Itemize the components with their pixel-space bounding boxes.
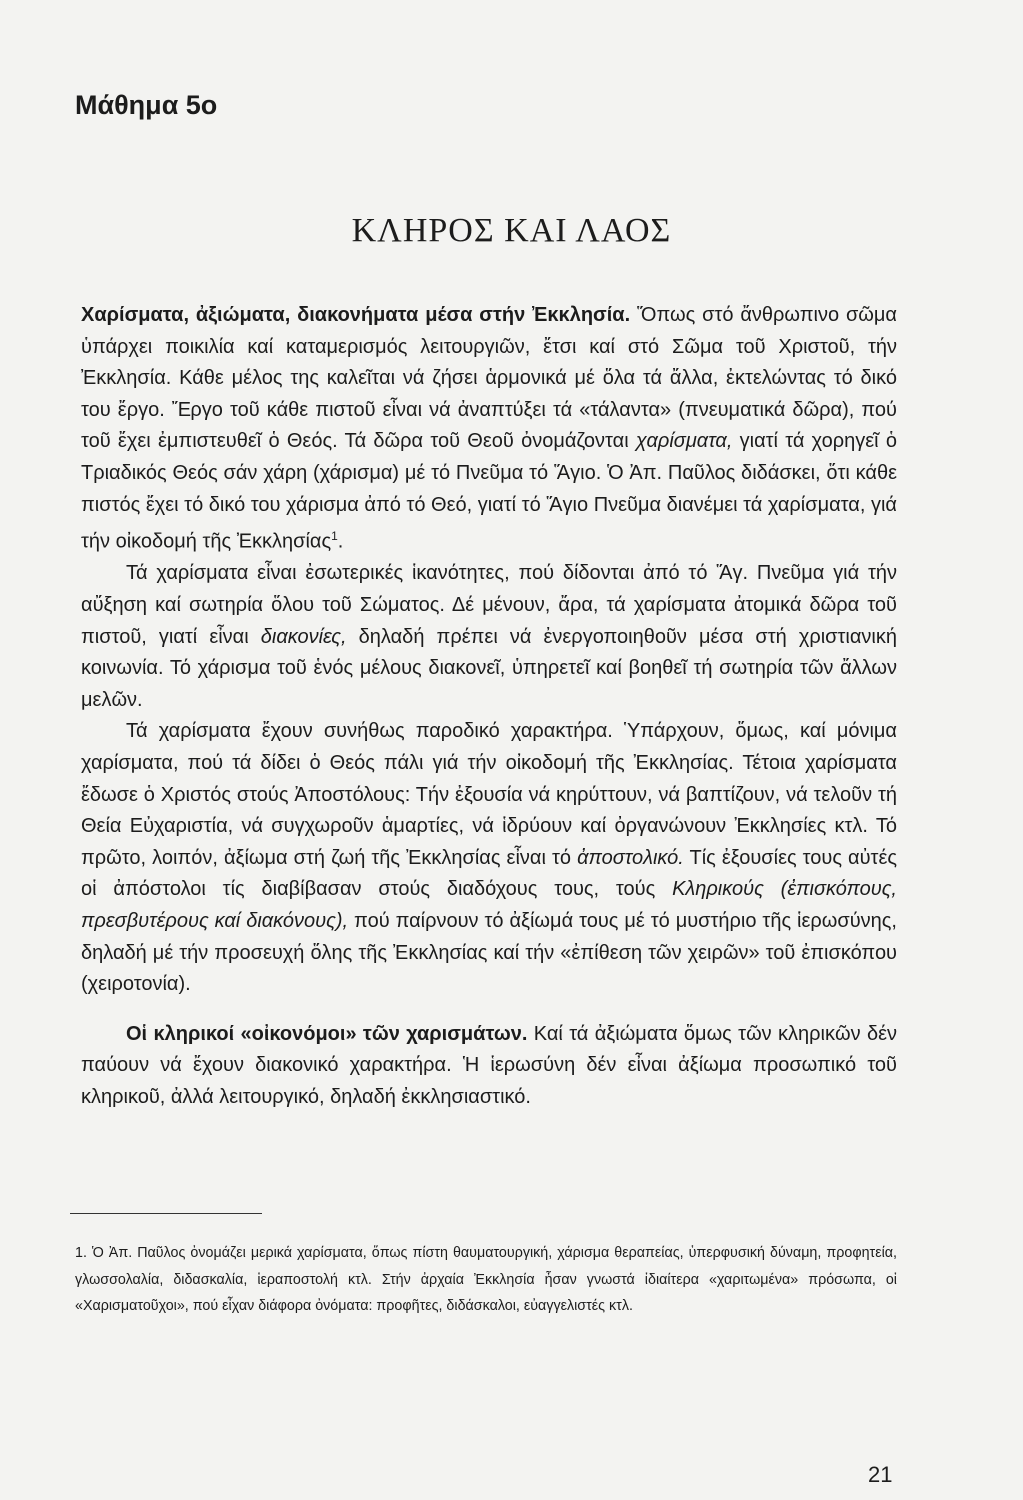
- section-heading-clergy: Οἱ κληρικοί «οἰκονόμοι» τῶν χαρισμάτων.: [126, 1022, 528, 1045]
- footnote-divider: [70, 1213, 262, 1214]
- footnote: 1. Ὁ Ἀπ. Παῦλος ὀνομάζει μερικά χαρίσματα, ὅπως πίστη θαυματουργική, χάρισμα θεραπείας, ὑπερφυσική δύναμη, προφητεία, γλωσσολαλία, διδασκαλία, ἱεραποστολή κτλ. Στήν ἀρχαία Ἐκκλησία ἦσαν γνωστά ἰδιαίτερα «χαριτωμένα» πρόσωπα, οἱ «Χαρισματοῦχοι», πού εἶχαν διάφορα ὀνόματα: προφῆτες, διδάσκαλοι, εὐαγγελιστές κτλ.: [75, 1245, 897, 1314]
- page-number: 21: [868, 1462, 893, 1487]
- lesson-label: Μάθημα 5ο: [75, 90, 218, 120]
- paragraph-2: Τά χαρίσματα εἶναι ἐσωτερικές ἱκανότητες, πού δίδονται ἀπό τό Ἅγ. Πνεῦμα γιά τήν αὔξηση καί σωτηρία ὅλου τοῦ Σώματος. Δέ μένουν, ἄρα, τά χαρίσματα ἀτομικά δῶρα τοῦ πιστοῦ, γιατί εἶναι διακονίες, δηλαδή πρέπει νά ἐνεργοποιηθοῦν μέσα στή χριστιανική κοινωνία. Τό χάρισμα τοῦ ἑνός μέλους διακονεῖ, ὑπηρετεῖ καί βοηθεῖ τή σωτηρία τῶν ἄλλων μελῶν.: [81, 562, 897, 711]
- paragraph-1: Χαρίσματα, ἀξιώματα, διακονήματα μέσα στήν Ἐκκλησία. Ὅπως στό ἄνθρωπινο σῶμα ὑπάρχει ποικιλία καί καταμερισμός λειτουργιῶν, ἔτσι καί στό Σῶμα τοῦ Χριστοῦ, τήν Ἐκκλησία. Κάθε μέλος της καλεῖται νά ζήσει ἁρμονικά μέ ὅλα τά ἄλλα, ἐκτελώντας τό δικό του ἔργο. Ἔργο τοῦ κάθε πιστοῦ εἶναι νά ἀναπτύξει τά «τάλαντα» (πνευματικά δῶρα), πού τοῦ ἔχει ἐμπιστευθεῖ ὁ Θεός. Τά δῶρα τοῦ Θεοῦ ὀνομάζονται χαρίσματα, γιατί τά χορηγεῖ ὁ Τριαδικός Θεός σάν χάρη (χάρισμα) μέ τό Πνεῦμα τό Ἅγιο. Ὁ Ἀπ. Παῦλος διδάσκει, ὅτι κάθε πιστός ἔχει τό δικό του χάρισμα ἀπό τό Θεό, γιατί τό Ἅγιο Πνεῦμα διανέμει τά χαρίσματα, γιά τήν οἰκοδομή τῆς Ἐκκλησίας$^1$.: [81, 304, 898, 553]
- chapter-title: ΚΛΗΡΟΣ ΚΑΙ ΛΑΟΣ: [351, 212, 672, 249]
- section-heading-charismata: Χαρίσματα, ἀξιώματα, διακονήματα μέσα στήν Ἐκκλησία.: [81, 304, 631, 326]
- paragraph-3: Τά χαρίσματα ἔχουν συνήθως παροδικό χαρακτήρα. Ὑπάρχουν, ὅμως, καί μόνιμα χαρίσματα, πού τά δίδει ὁ Θεός πάλι γιά τήν οἰκοδομή τῆς Ἐκκλησίας. Τέτοια χαρίσματα ἔδωσε ὁ Χριστός στούς Ἀποστόλους: Τήν ἐξουσία νά κηρύττουν, νά βαπτίζουν, νά τελοῦν τή Θεία Εὐχαριστία, νά συγχωροῦν ἁμαρτίες, νά ἱδρύουν καί ὀργανώνουν Ἐκκλησίες κτλ. Τό πρῶτο, λοιπόν, ἀξίωμα στή ζωή τῆς Ἐκκλησίας εἶναι τό ἀποστολικό. Τίς ἐξουσίες τους αὐτές οἱ ἀπόστολοι τίς διαβίβασαν στούς διαδόχους τους, τούς Κληρικούς (ἐπισκόπους, πρεσβυτέρους καί διακόνους), πού παίρνουν τό ἀξίωμά τους μέ τό μυστήριο τῆς ἱερωσύνης, δηλαδή μέ τήν προσευχή ὅλης τῆς Ἐκκλησίας καί τήν «ἐπίθεση τῶν χειρῶν» τοῦ ἐπισκόπου (χειροτονία).: [81, 720, 898, 996]
- paragraph-4: Οἱ κληρικοί «οἰκονόμοι» τῶν χαρισμάτων. Καί τά ἀξιώματα ὅμως τῶν κληρικῶν δέν παύουν νά ἔχουν διακονικό χαρακτήρα. Ἡ ἱερωσύνη δέν εἶναι ἀξίωμα προσωπικό τοῦ κληρικοῦ, ἀλλά λειτουργικό, δηλαδή ἐκκλησιαστικό.: [81, 1022, 897, 1108]
- footnote-ref: 1: [331, 529, 338, 544]
- main-text: [81, 300, 897, 1114]
